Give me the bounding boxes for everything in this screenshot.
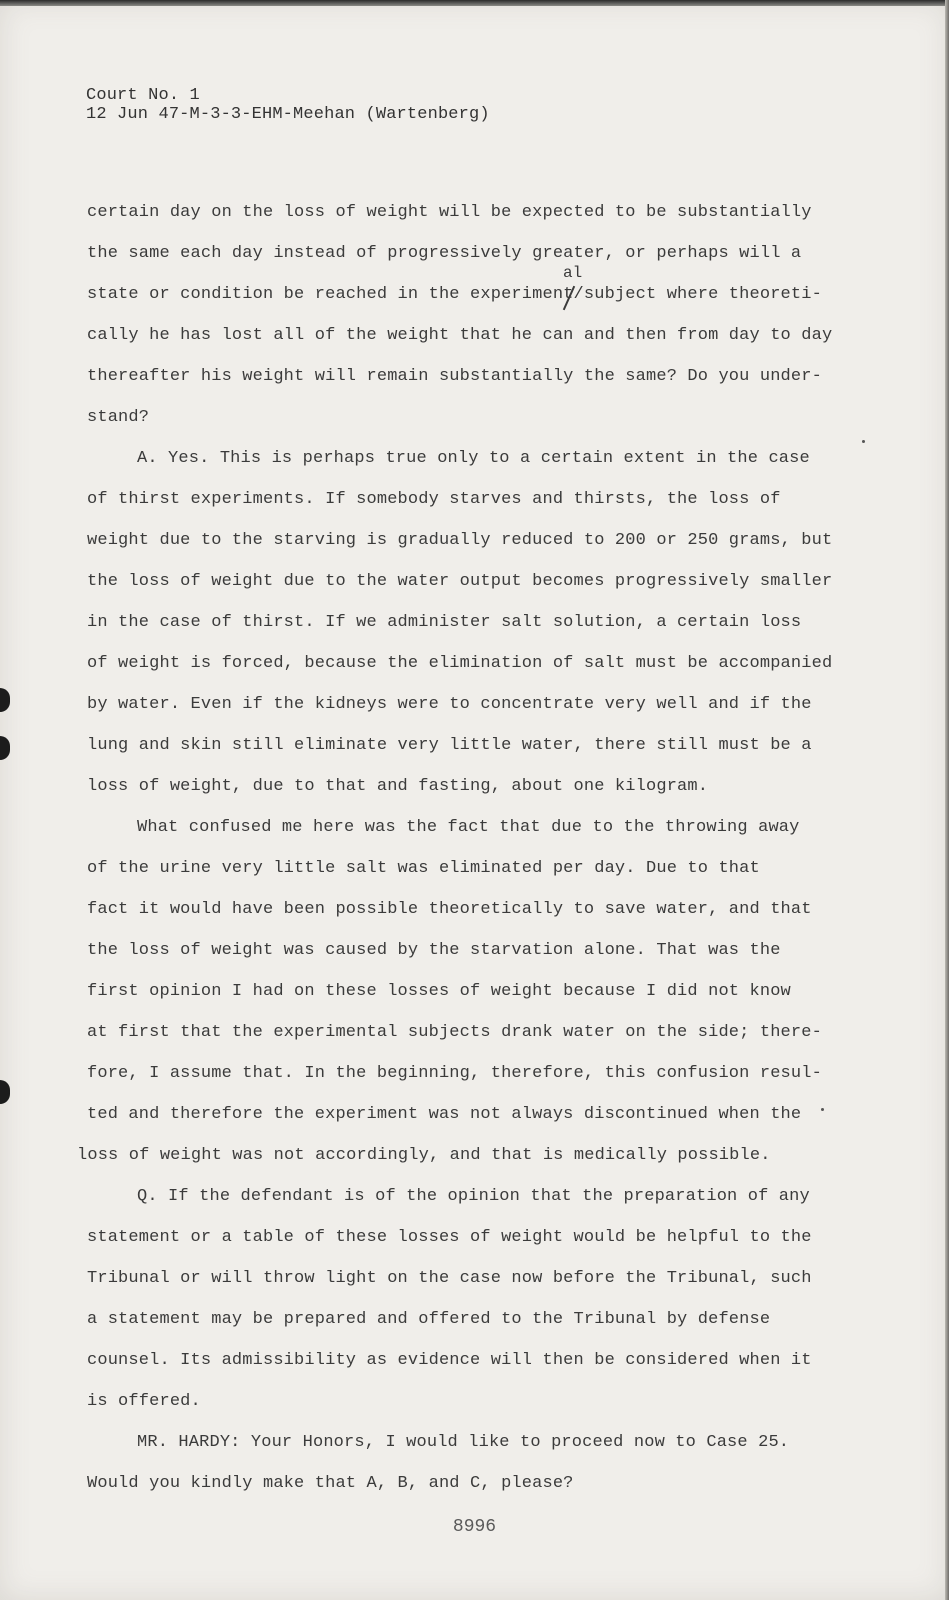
body-line: loss of weight, due to that and fasting, about one kilogram.	[87, 777, 709, 796]
body-line: fore, I assume that. In the beginning, therefore, this confusion resul-	[87, 1064, 822, 1083]
body-line: cally he has lost all of the weight that he can and then from day to day	[87, 326, 833, 345]
body-line: Would you kindly make that A, B, and C, please?	[87, 1474, 574, 1493]
body-line: Tribunal or will throw light on the case now before the Tribunal, such	[87, 1269, 812, 1288]
body-line: by water. Even if the kidneys were to concentrate very well and if the	[87, 695, 812, 714]
body-line: first opinion I had on these losses of weight because I did not know	[87, 982, 791, 1001]
body-line: is offered.	[87, 1392, 201, 1411]
punch-hole-mark	[0, 1080, 10, 1104]
body-line: weight due to the starving is gradually reduced to 200 or 250 grams, but	[87, 531, 833, 550]
body-line: ted and therefore the experiment was not always discontinued when the	[87, 1105, 802, 1124]
body-line: lung and skin still eliminate very little water, there still must be a	[87, 736, 812, 755]
question-paragraph-start: Q. If the defendant is of the opinion that the preparation of any	[137, 1187, 810, 1206]
body-line: of the urine very little salt was eliminated per day. Due to that	[87, 859, 760, 878]
body-line: thereafter his weight will remain substantially the same? Do you under-	[87, 367, 822, 386]
body-line: of thirst experiments. If somebody starves and thirsts, the loss of	[87, 490, 781, 509]
punch-hole-mark	[0, 688, 10, 712]
ink-speck	[821, 1108, 824, 1111]
body-line: the loss of weight due to the water output becomes progressively smaller	[87, 572, 833, 591]
session-line: 12 Jun 47-M-3-3-EHM-Meehan (Wartenberg)	[86, 105, 490, 124]
court-number: Court No. 1	[86, 86, 200, 105]
punch-hole-mark	[0, 736, 10, 760]
body-line: statement or a table of these losses of weight would be helpful to the	[87, 1228, 812, 1247]
body-line: stand?	[87, 408, 150, 427]
page-number: 8996	[452, 1517, 497, 1537]
speaker-paragraph-start: MR. HARDY: Your Honors, I would like to proceed now to Case 25.	[137, 1433, 790, 1452]
body-line: the loss of weight was caused by the starvation alone. That was the	[87, 941, 781, 960]
body-line: at first that the experimental subjects drank water on the side; there-	[87, 1023, 822, 1042]
ink-speck	[862, 440, 865, 443]
scan-top-edge	[0, 0, 949, 6]
body-line: fact it would have been possible theoretically to save water, and that	[87, 900, 812, 919]
paragraph-start: What confused me here was the fact that due to the throwing away	[137, 818, 800, 837]
body-line: the same each day instead of progressively greater, or perhaps will a	[87, 244, 802, 263]
answer-paragraph-start: A. Yes. This is perhaps true only to a certain extent in the case	[137, 449, 810, 468]
body-line: counsel. Its admissibility as evidence will then be considered when it	[87, 1351, 812, 1370]
body-line: of weight is forced, because the elimination of salt must be accompanied	[87, 654, 833, 673]
body-line: certain day on the loss of weight will be expected to be substantially	[87, 203, 812, 222]
scan-right-edge	[945, 0, 949, 1600]
interlinear-insertion: al	[563, 264, 583, 282]
body-line: in the case of thirst. If we administer salt solution, a certain loss	[87, 613, 802, 632]
body-line: state or condition be reached in the experiment/subject where theoreti-	[87, 285, 822, 304]
body-line: loss of weight was not accordingly, and that is medically possible.	[77, 1146, 771, 1165]
body-line: a statement may be prepared and offered to the Tribunal by defense	[87, 1310, 771, 1329]
